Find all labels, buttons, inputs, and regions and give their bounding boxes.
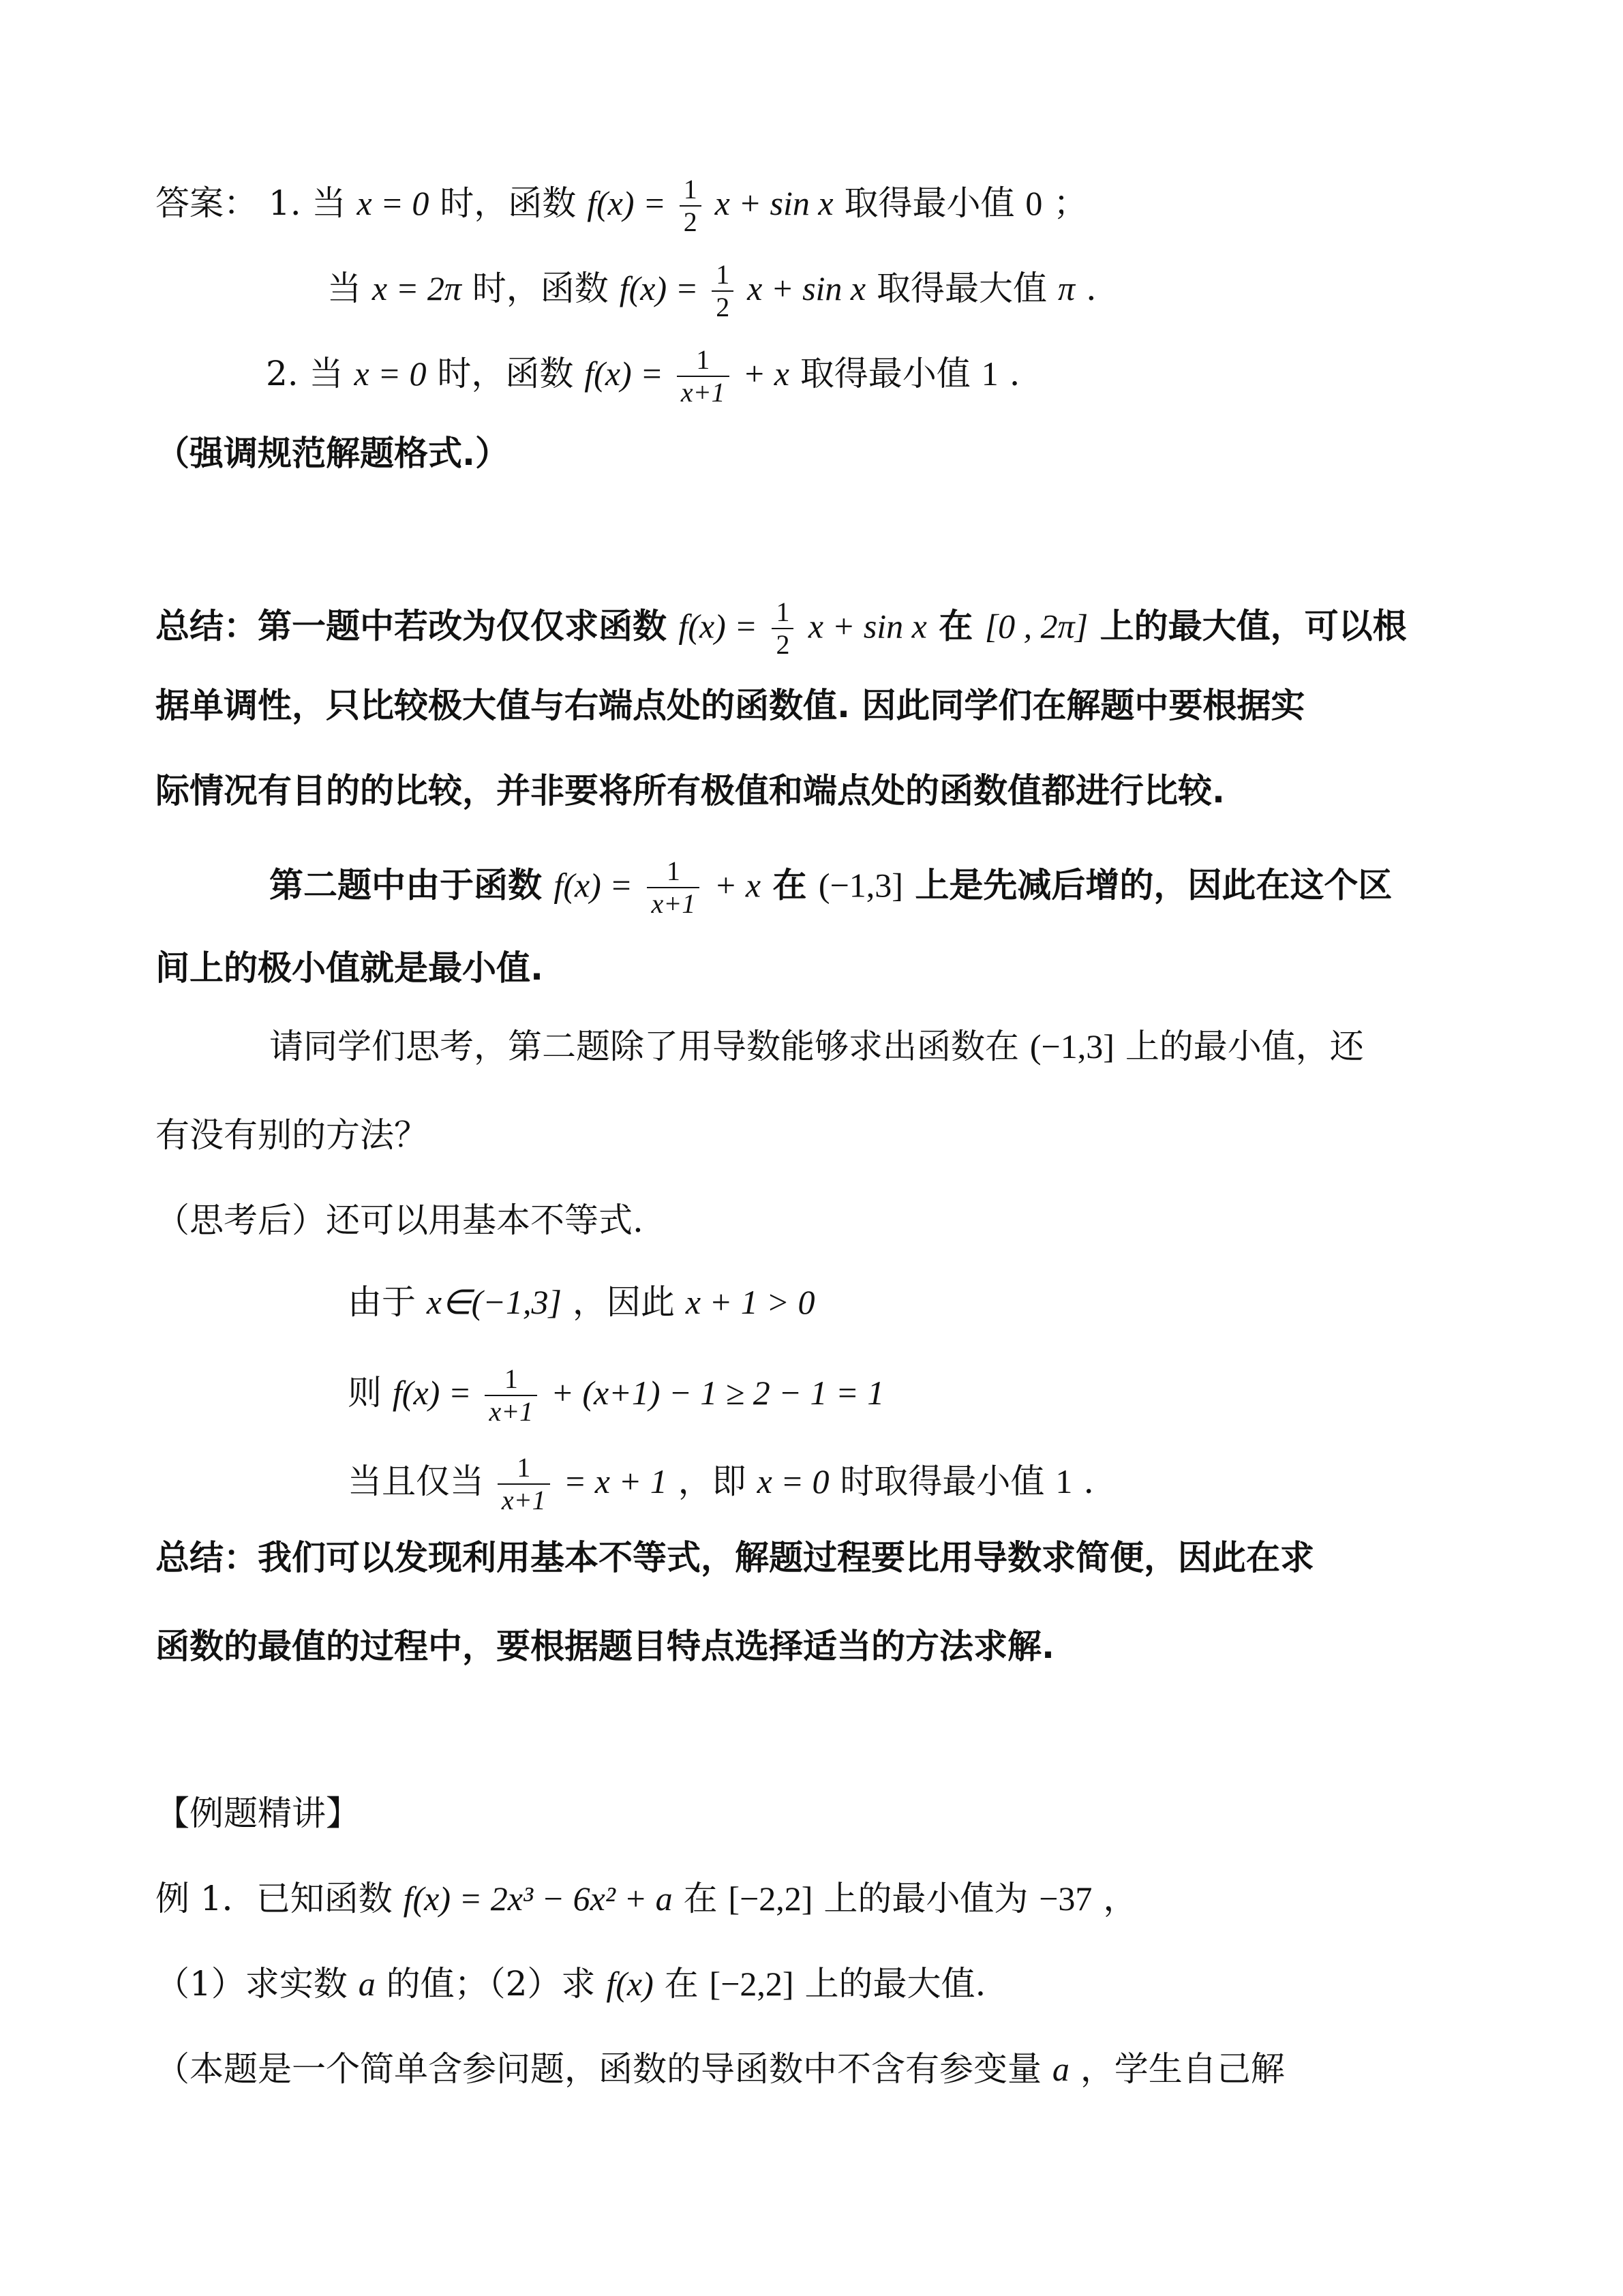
text: 上的最大值，可以根	[1099, 606, 1407, 646]
summary1-line-1	[155, 596, 1407, 661]
answer-head: 答案：	[155, 183, 258, 223]
item-number-2: 2.	[266, 354, 299, 393]
think-line-1	[269, 1026, 1364, 1067]
text: 在	[939, 606, 973, 646]
math-f-x: f(x) =	[553, 866, 633, 905]
fraction-half	[712, 259, 733, 323]
math-expr: + x	[714, 866, 761, 905]
item-number-1: 1.	[268, 183, 301, 223]
math-expr: = x + 1	[563, 1462, 667, 1500]
math-x-eq-2pi: x = 2π	[371, 269, 461, 307]
text: （1）求实数	[155, 1964, 348, 2004]
answer-line-1	[155, 174, 1087, 238]
example-1-questions	[155, 1963, 986, 2004]
text: .	[1085, 269, 1097, 308]
frac-num: 1	[680, 174, 701, 207]
math-domain: x∈(−1,3]	[426, 1283, 562, 1321]
math-value: 1	[1055, 1462, 1073, 1500]
math-x-eq-0: x = 0	[357, 184, 429, 222]
text: 例 1．已知函数	[155, 1879, 393, 1918]
text: 上的最小值，还	[1125, 1027, 1364, 1066]
fraction-1-over-x-plus-1	[485, 1363, 537, 1428]
derivation-line-1	[348, 1282, 815, 1323]
fraction-1-over-x-plus-1	[647, 856, 699, 920]
text: 时，函数	[440, 183, 577, 223]
math-interval: [−2,2]	[709, 1965, 794, 2003]
frac-num: 1	[485, 1363, 537, 1396]
frac-num: 1	[772, 596, 793, 629]
think-line-3: （思考后）还可以用基本不等式.	[155, 1200, 643, 1240]
derivation-line-2	[348, 1363, 884, 1428]
math-function: f(x) = 2x³ − 6x² + a	[403, 1879, 673, 1918]
text: 时，函数	[437, 354, 574, 393]
frac-den: x+1	[501, 1485, 546, 1515]
frac-num: 1	[647, 856, 699, 888]
text: 在	[772, 865, 807, 905]
math-interval: [−2,2]	[728, 1879, 813, 1918]
example-1-statement	[155, 1878, 1137, 1919]
frac-num: 1	[498, 1452, 550, 1485]
example-1-remark	[155, 2049, 1285, 2089]
summary2-line-1: 总结：我们可以发现利用基本不等式，解题过程要比用导数求简便，因此在求	[155, 1538, 1314, 1577]
text: 在	[664, 1964, 699, 2004]
text: ，因此	[572, 1282, 675, 1322]
answer-line-2	[327, 259, 1097, 323]
fraction-1-over-x-plus-1	[677, 344, 729, 408]
example-heading: 【例题精讲】	[155, 1794, 360, 1833]
math-interval: (−1,3]	[1029, 1027, 1114, 1066]
math-expr: + (x+1) − 1 ≥ 2 − 1 = 1	[551, 1374, 885, 1412]
format-note: （强调规范解题格式.）	[155, 434, 509, 473]
text: 的值；（2）求	[386, 1964, 596, 2004]
text: 第二题中由于函数	[269, 865, 542, 905]
text: .	[1009, 354, 1020, 393]
text: 当	[312, 183, 346, 223]
math-f-x: f(x) =	[392, 1374, 472, 1412]
math-value: 0	[1025, 184, 1043, 222]
text: 当且仅当	[348, 1462, 484, 1501]
math-expr: x + sin x	[747, 269, 866, 307]
math-expr: x + sin x	[808, 607, 927, 646]
text: 取得最小值	[800, 354, 971, 393]
summary1-line-2: 据单调性，只比较极大值与右端点处的函数值. 因此同学们在解题中要根据实	[155, 686, 1305, 725]
frac-den: x+1	[651, 888, 696, 919]
math-value: π	[1057, 269, 1075, 307]
text: 当	[309, 354, 344, 393]
math-a: a	[1052, 2050, 1070, 2088]
text: ；	[1053, 183, 1088, 223]
text: （本题是一个简单含参问题，函数的导函数中不含有参变量	[155, 2049, 1042, 2089]
text: ，即	[678, 1462, 746, 1501]
math-f-x: f(x) =	[587, 184, 666, 222]
text: .	[1083, 1462, 1095, 1501]
summary1-line-3: 际情况有目的的比较，并非要将所有极值和端点处的函数值都进行比较.	[155, 771, 1225, 811]
text: 上的最大值.	[804, 1964, 986, 2004]
derivation-line-3	[348, 1452, 1094, 1516]
text: 上的最小值为	[823, 1879, 1029, 1918]
math-interval: [0 , 2π]	[984, 607, 1089, 646]
text: ，	[1103, 1879, 1138, 1918]
frac-den: 2	[716, 292, 730, 322]
fraction-half	[772, 596, 793, 661]
math-expr: + x	[742, 354, 789, 393]
text: 总结：第一题中若改为仅仅求函数	[155, 606, 667, 646]
math-f-x: f(x)	[606, 1965, 654, 2003]
think-line-2: 有没有别的方法？	[155, 1115, 428, 1155]
answer-line-3	[266, 344, 1020, 408]
math-expr: x + sin x	[714, 184, 834, 222]
text: 则	[348, 1373, 382, 1413]
text: 当	[327, 269, 361, 308]
text: 请同学们思考，第二题除了用导数能够求出函数在	[269, 1027, 1019, 1066]
math-value: −37	[1039, 1879, 1093, 1918]
summary2-line-2: 函数的最值的过程中，要根据题目特点选择适当的方法求解.	[155, 1627, 1055, 1666]
text: 时取得最小值	[840, 1462, 1045, 1501]
math-x-eq-0: x = 0	[757, 1462, 830, 1500]
frac-num: 1	[712, 259, 733, 292]
frac-num: 1	[677, 344, 729, 377]
math-ineq: x + 1 > 0	[685, 1283, 815, 1321]
math-a: a	[358, 1965, 376, 2003]
math-f-x: f(x) =	[584, 354, 663, 393]
text: 在	[683, 1879, 718, 1918]
text: 上是先减后增的，因此在这个区	[915, 865, 1393, 905]
summary1-line-5: 间上的极小值就是最小值.	[155, 948, 543, 988]
fraction-1-over-x-plus-1	[498, 1452, 550, 1516]
math-f-x: f(x) =	[678, 607, 758, 646]
text: ，学生自己解	[1080, 2049, 1285, 2089]
math-interval: (−1,3]	[818, 866, 903, 905]
text: 由于	[348, 1282, 416, 1322]
math-x-eq-0: x = 0	[354, 354, 427, 393]
frac-den: 2	[776, 629, 790, 660]
frac-den: x+1	[489, 1396, 534, 1427]
text: 取得最大值	[877, 269, 1048, 308]
math-value: 1	[981, 354, 999, 393]
text: 时，函数	[472, 269, 609, 308]
fraction-half	[680, 174, 701, 238]
summary1-line-4	[269, 856, 1392, 920]
text: 取得最小值	[844, 183, 1015, 223]
math-f-x: f(x) =	[619, 269, 699, 307]
frac-den: 2	[683, 207, 697, 237]
frac-den: x+1	[680, 377, 725, 408]
